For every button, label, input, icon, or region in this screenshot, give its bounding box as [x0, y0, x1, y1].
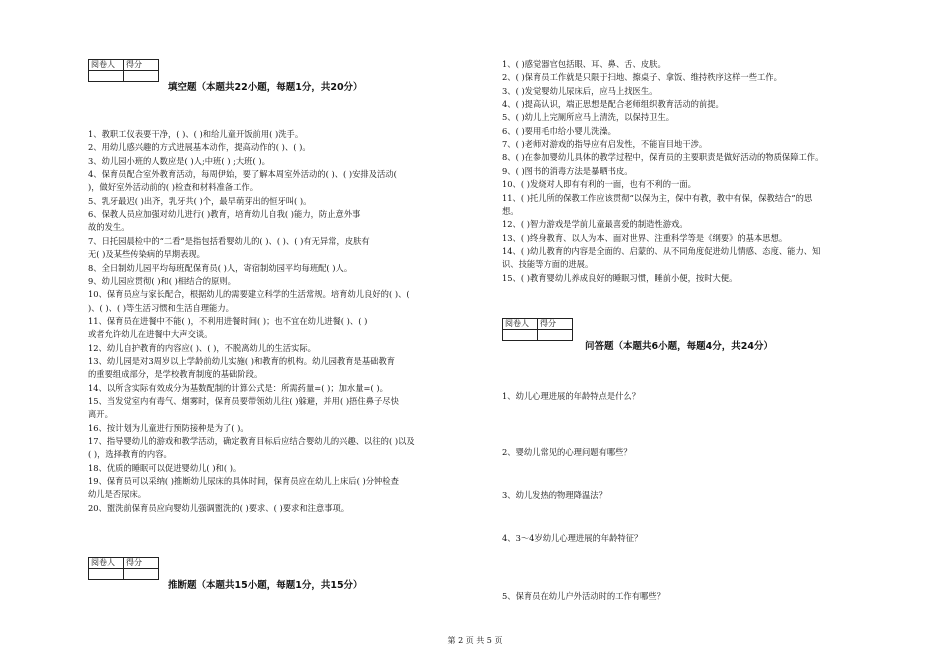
score-cell [124, 569, 159, 580]
reviewer-cell [503, 330, 538, 341]
fill-question-line: 11、保育员在进餐中不能( )，不利用进餐时间( )；也不宜在幼儿进餐( )、( ) [88, 315, 368, 326]
score-box-judge [88, 557, 159, 580]
judge-question-line: 1、( )感觉器官包括眼、耳、鼻、舌、皮肤。 [502, 59, 666, 69]
score-cell [538, 330, 573, 341]
fill-question-line: 20、盥洗前保育员应向婴幼儿强调盥洗的( )要求、( )要求和注意事项。 [88, 502, 350, 513]
fill-question-line: 离开。 [88, 409, 113, 420]
fill-question-line: 14、以所含实际有效成分为基数配制的计算公式是：所需药量=( )；加水量=( )。 [88, 382, 388, 393]
fill-question-line: 5、乳牙最迟( )出齐，乳牙共( )个，最早萌芽出的恒牙叫( )。 [88, 195, 312, 206]
fill-question-line: 17、指导婴幼儿的游戏和教学活动，确定教育目标后应结合婴幼儿的兴趣、以往的( )以及 [88, 436, 415, 447]
score-box-reviewer-label: 阅卷人 [89, 558, 124, 569]
fill-question-line: 10、保育员应与家长配合，根据幼儿的需要建立科学的生活常规。培育幼儿良好的( )、( [88, 289, 410, 300]
judge-question-line: 5、( )幼儿上完厕所应马上清洗，以保持卫生。 [502, 112, 675, 123]
fill-question-line: 3、幼儿园小班的人数应是( )人;中班( ) ;大班( )。 [88, 155, 270, 166]
fill-question-line: 8、全日制幼儿园平均每班配保育员( )人，寄宿制幼园平均每班配( )人。 [88, 262, 353, 273]
score-box-score-label: 得分 [124, 60, 159, 71]
qa-question: 4、3～4岁幼儿心理进展的年龄特征？ [502, 533, 643, 543]
score-box-reviewer-label: 阅卷人 [89, 60, 124, 71]
reviewer-cell [89, 569, 124, 580]
judge-question-line: 想。 [502, 205, 519, 216]
judge-question-line: 13、( )终身教育、以人为本、面对世界、注重科学等是《纲要》的基本思想。 [502, 232, 788, 243]
fill-question-line: 19、保育员可以采纳( )推断幼儿尿床的具体时间，保育员应在幼儿上床后( )分钟检查 [88, 476, 399, 487]
score-box-fill [88, 59, 159, 82]
judge-question-line: 11、( )托儿所的保教工作应该贯彻“以保为主，保中有教，教中有保，保教结合”的思 [502, 192, 813, 203]
judge-question-line: 识、技能等方面的进展。 [502, 259, 594, 270]
fill-question-line: 16、按计划为儿童进行预防接种是为了( )。 [88, 422, 249, 433]
judge-question-line: 4、( )提高认识，端正思想是配合老师组织教育活动的前提。 [502, 99, 724, 110]
fill-question-line: 的重要组成部分，是学校教育制度的基础阶段。 [88, 369, 263, 380]
judge-question-line: 10、( )发烧对人即有有利的一面，也有不利的一面。 [502, 179, 696, 190]
fill-question-line: )，做好室外活动前的( )检查和材料准备工作。 [88, 182, 258, 193]
qa-question: 2、婴幼儿常见的心理问题有哪些？ [502, 447, 632, 457]
score-box-score-label: 得分 [124, 558, 159, 569]
qa-question: 1、幼儿心理进展的年龄特点是什么？ [502, 391, 641, 401]
reviewer-cell [89, 71, 124, 82]
score-box-score-label: 得分 [538, 319, 573, 330]
score-box-qa [502, 318, 573, 341]
section-title-qa: 问答题（本题共6小题，每题4分，共24分） [585, 341, 773, 352]
judge-question-line: 3、( )发觉婴幼儿尿床后，应马上找医生。 [502, 85, 658, 96]
fill-question-line: 7、日托园晨检中的“二看”是指包括看婴幼儿的( )、( )、( )有无异常，皮肤有 [88, 235, 370, 246]
score-box-reviewer-label: 阅卷人 [503, 319, 538, 330]
fill-question-line: 或者允许幼儿在进餐中大声交谈。 [88, 329, 213, 340]
fill-question-line: 12、幼儿自护教育的内容应( )、( )，不脱离幼儿的生活实际。 [88, 342, 316, 353]
judge-question-line: 12、( )智力游戏是学前儿童最喜爱的制造性游戏。 [502, 219, 688, 230]
fill-question-line: 18、优质的睡眠可以促进婴幼儿( )和( )。 [88, 462, 242, 473]
fill-question-line: 4、保育员配合室外教育活动，每周伊始，要了解本周室外活动的( )、( )安排及活动( [88, 169, 397, 180]
fill-question-line: )、( )、( )等生活习惯和生活自理能力。 [88, 302, 234, 313]
section-title-judge: 推断题（本题共15小题，每题1分，共15分） [168, 580, 363, 591]
fill-question-line: 9、幼儿园应贯彻( )和( )相结合的原则。 [88, 275, 236, 286]
score-cell [124, 71, 159, 82]
judge-question-line: 2、( )保育员工作就是只限于扫地、擦桌子、拿饭、维持秩序这样一些工作。 [502, 72, 782, 83]
judge-question-line: 15、( )教育婴幼儿养成良好的睡眠习惯，睡前小便，按时大便。 [502, 272, 738, 283]
judge-question-line: 8、( )在参加婴幼儿具体的教学过程中，保育员的主要职责是做好活动的物质保障工作。 [502, 152, 824, 163]
fill-question-line: 故的发生。 [88, 222, 130, 233]
fill-question-line: ( )，选择教育的内容。 [88, 449, 172, 460]
judge-question-line: 9、( )图书的消毒方法是暴晒书皮。 [502, 165, 633, 176]
fill-question-line: 2、用幼儿感兴趣的方式进展基本动作，提高动作的( )、( )。 [88, 142, 311, 153]
fill-question-line: 15、当发觉室内有毒气、烟雾时，保育员要带领幼儿往( )躲避，并用( )捂住鼻子尽快 [88, 396, 399, 406]
qa-question: 5、保育员在幼儿户外活动时的工作有哪些？ [502, 591, 665, 601]
page-footer: 第 2 页 共 5 页 [447, 636, 503, 645]
judge-question-line: 14、( )幼儿教育的内容是全面的、启蒙的、从不同角度促进幼儿情感、态度、能力、知 [502, 245, 821, 256]
judge-question-line: 6、( )要用毛巾给小婴儿洗澡。 [502, 125, 616, 136]
qa-question: 3、幼儿发热的物理降温法？ [502, 490, 607, 500]
fill-question-line: 6、保教人员应加强对幼儿进行( )教育，培育幼儿自我( )能力，防止意外事 [88, 209, 361, 220]
fill-question-line: 13、幼儿园是对3周岁以上学龄前幼儿实施( )和教育的机构。幼儿园教育是基础教育 [88, 355, 396, 366]
fill-question-line: 1、教职工仪表要干净，( )、( )和给儿童开饭前用( )洗手。 [88, 129, 304, 139]
judge-question-line: 7、( )老师对游戏的指导应有启发性，不能盲目地干涉。 [502, 139, 708, 150]
fill-question-line: 幼儿是否尿床。 [88, 489, 147, 500]
fill-question-line: 无( )及某些传染病的早期表现。 [88, 249, 205, 260]
section-title-fill: 填空题（本题共22小题，每题1分，共20分） [168, 82, 363, 93]
